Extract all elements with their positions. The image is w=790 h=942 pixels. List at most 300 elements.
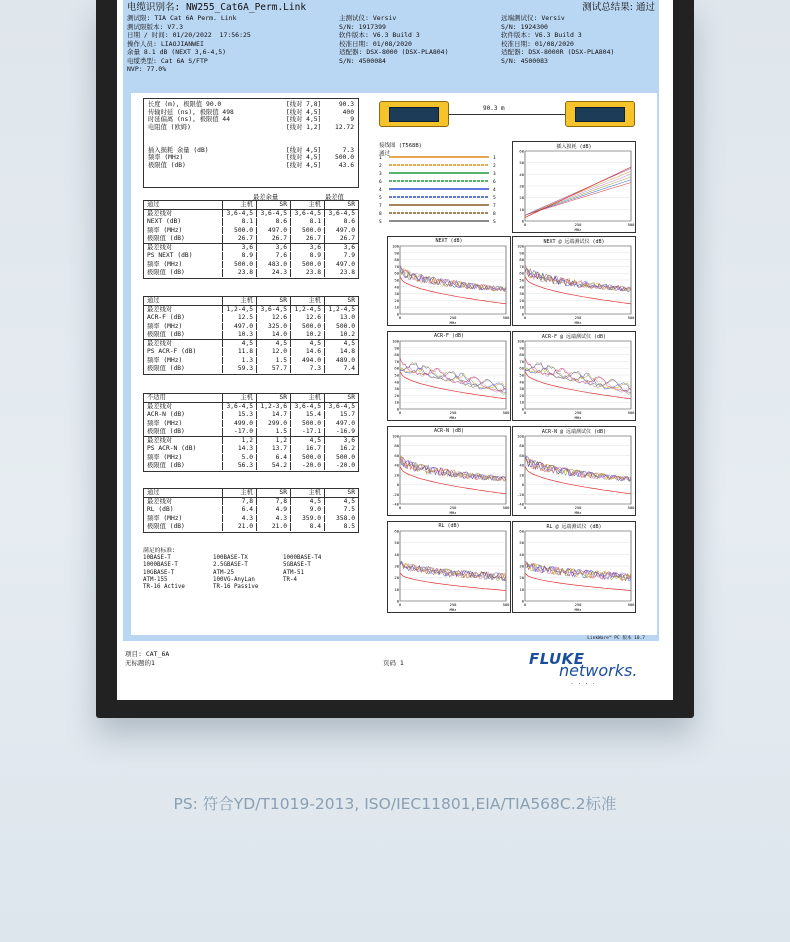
cell-value: 500.0 [222, 227, 256, 235]
header-line: S/N: 4500083 [501, 56, 548, 65]
x-axis-label: MHz [574, 227, 582, 232]
y-tick-label: 20 [519, 392, 524, 398]
header-line: 校准日期: 01/08/2020 [339, 39, 412, 48]
pin-label-right: 7 [493, 204, 496, 209]
y-tick-label: 80 [394, 352, 399, 358]
cell-value: 12.0 [256, 348, 290, 356]
summary-value: 400 [342, 108, 354, 116]
table-row [144, 323, 358, 332]
table-row [144, 235, 358, 244]
pin-label-left: 7 [379, 204, 382, 209]
cell-value: SR [324, 394, 358, 402]
cell-value: 500.0 [324, 454, 358, 462]
table-row [144, 411, 358, 420]
pin-label-left: 8 [379, 212, 382, 217]
cell-value: 3,6 [222, 244, 256, 252]
graph-title: NEXT (dB) [435, 238, 463, 244]
y-tick-label: 50 [394, 540, 399, 546]
y-tick-label: 10 [394, 399, 399, 405]
y-tick-label: 100 [517, 338, 524, 344]
y-tick-label: 90 [394, 345, 399, 351]
cell-value: 7.4 [324, 365, 358, 373]
summary-label [148, 131, 286, 139]
header-line: 适配器: DSX-8000R (DSX-PLA804) [501, 48, 615, 56]
cell-value: 4.3 [256, 515, 290, 523]
y-tick-label: 100 [392, 433, 399, 439]
y-tick-label: 100 [517, 243, 524, 249]
cell-value: 3,6-4,5 [290, 403, 324, 411]
cell-value: 3,6-4,5 [256, 210, 290, 218]
x-tick-label: 500 [502, 410, 510, 415]
cell-value: 489.0 [324, 357, 358, 365]
graph-acrn-r [512, 426, 636, 516]
y-tick-label: 0 [521, 311, 524, 317]
x-tick-label: 0 [398, 505, 402, 510]
standard-item: 5GBASE-T [283, 562, 311, 569]
pin-label-right: 6 [493, 180, 496, 185]
cell-value: 主机 [290, 489, 324, 497]
summary-label: 时延偏离 (ns), 极限值 44 [148, 116, 230, 124]
header-line: 主测试仪: Versiv [339, 14, 397, 22]
header-line: 余量 8.1 dB (NEXT 3,6-4,5) [127, 48, 227, 56]
x-axis-label: MHz [449, 510, 457, 515]
cell-value: 4,5 [324, 340, 358, 348]
cell-value: 3,6 [256, 244, 290, 252]
summary-row [148, 101, 354, 109]
report-sheet [117, 0, 673, 700]
y-tick-label: 20 [519, 195, 524, 201]
cell-value: 54.2 [256, 462, 290, 470]
header-line: S/N: 4500084 [339, 56, 386, 65]
y-tick-label: 20 [394, 392, 399, 398]
cell-value: 21.0 [222, 523, 256, 531]
standard-item: ATM-155 [143, 576, 168, 583]
page-number: 页码 1 [383, 659, 404, 667]
pair-curve [400, 562, 506, 579]
table-row [144, 331, 358, 340]
y-tick-label: 40 [394, 379, 399, 385]
y-tick-label: 0 [396, 598, 399, 604]
x-tick-label: 0 [398, 602, 402, 607]
y-tick-label: 90 [519, 345, 524, 351]
cell-value: SR [256, 201, 290, 209]
pair-curve [400, 366, 506, 388]
standard-item: 2.5GBASE-T [213, 562, 248, 569]
pair-curve [400, 266, 506, 292]
y-tick-label: 10 [519, 304, 524, 310]
summary-row [148, 162, 354, 170]
table-row [144, 445, 358, 454]
y-tick-label: 10 [519, 206, 524, 212]
cell-value: 23.8 [222, 269, 256, 277]
y-tick-label: 70 [519, 263, 524, 269]
x-tick-label: 0 [523, 410, 527, 415]
x-tick-label: 0 [398, 315, 402, 320]
header-line: 校准日期: 01/08/2020 [501, 39, 574, 48]
cell-value: 14.6 [290, 348, 324, 356]
standards-title: 满足的标准: [143, 548, 176, 554]
link-line [449, 114, 565, 115]
table-row [144, 420, 358, 429]
row-label: 最差线对 [147, 497, 173, 505]
y-tick-label: 0 [396, 406, 399, 412]
cell-value: 15.4 [290, 411, 324, 419]
row-label: ACR-N (dB) [147, 411, 185, 418]
y-tick-label: 50 [394, 372, 399, 378]
standard-item: 100VG-AnyLan [213, 576, 255, 583]
x-tick-label: 250 [574, 410, 582, 415]
header-col-remote-unit [501, 14, 651, 74]
cell-value: 500.0 [290, 261, 324, 269]
graph-next [387, 236, 511, 326]
table-row [144, 454, 358, 463]
row-label: 最差线对 [147, 305, 173, 313]
cell-value: 7.6 [256, 252, 290, 260]
pin-label-left: 5 [379, 196, 382, 201]
header-line: 软件版本: V6.3 Build 3 [501, 31, 582, 39]
pair-curve [525, 365, 631, 390]
graph-title: ACR-F @ 远端测试仪 (dB) [541, 334, 607, 340]
standard-item: 10BASE-T [143, 555, 171, 562]
cell-value: -20.0 [324, 462, 358, 470]
cell-value: 494.0 [290, 357, 324, 365]
y-tick-label: 10 [519, 399, 524, 405]
cell-value: 8.9 [222, 252, 256, 260]
cell-value: 3,6 [290, 244, 324, 252]
x-axis-label: MHz [574, 510, 582, 515]
x-tick-label: 500 [627, 222, 635, 227]
standard-item: 10GBASE-T [143, 569, 175, 576]
cell-value: 3,6-4,5 [324, 403, 358, 411]
cell-value: 1,2 [256, 437, 290, 445]
y-tick-label: 10 [519, 586, 524, 592]
cell-value: 8.6 [324, 218, 358, 226]
header-col-test [127, 14, 339, 74]
cell-value: 10.3 [222, 331, 256, 339]
summary-row [148, 131, 354, 139]
pair-curve [400, 269, 506, 292]
graph-title: ACR-N @ 远端测试仪 (dB) [541, 429, 607, 435]
y-tick-label: 30 [519, 183, 524, 189]
header-line: 远端测试仪: Versiv [501, 14, 565, 22]
standard-item: ATM-25 [213, 569, 234, 576]
cell-value: 14.7 [256, 411, 290, 419]
graph-il [512, 141, 636, 233]
y-tick-label: 90 [394, 250, 399, 256]
cell-value: 358.0 [324, 515, 358, 523]
table-row [144, 314, 358, 323]
row-label: PS NEXT (dB) [147, 252, 193, 259]
summary-label: 长度 (m), 极限值 90.0 [148, 101, 222, 108]
pin-label-left: 3 [379, 172, 382, 177]
cell-value: 11.8 [222, 348, 256, 356]
y-tick-label: 40 [394, 551, 399, 557]
limit-curve [525, 372, 631, 399]
y-tick-label: 60 [394, 270, 399, 276]
row-label: 频率 (MHz) [147, 419, 183, 427]
y-tick-label: 60 [394, 528, 399, 534]
cell-value: 7,8 [256, 498, 290, 506]
standard-item: ATM-51 [283, 569, 304, 576]
margin-table [143, 488, 359, 533]
standard-item: TR-16 Active [143, 584, 185, 591]
cell-value: 16.2 [324, 445, 358, 453]
summary-value: 90.3 [338, 101, 354, 108]
y-tick-label: 40 [519, 551, 524, 557]
summary-pair: [线对 4,5] [286, 154, 322, 162]
cell-value: SR [324, 489, 358, 497]
y-tick-label: -20 [517, 491, 524, 497]
results-panel [131, 93, 657, 635]
cell-value: 8.4 [290, 523, 324, 531]
cell-value: 26.7 [256, 235, 290, 243]
cell-value: 23.8 [290, 269, 324, 277]
cell-value: 10.2 [290, 331, 324, 339]
y-tick-label: 70 [519, 358, 524, 364]
row-label: 通过 [147, 201, 160, 208]
cell-value: SR [324, 201, 358, 209]
standard-item: 100BASE-TX [213, 555, 248, 562]
summary-label [148, 139, 286, 147]
row-label: 最差线对 [147, 243, 173, 251]
cell-value: 4,5 [290, 437, 324, 445]
y-tick-label: 30 [519, 386, 524, 392]
pair-curve [525, 564, 631, 581]
y-tick-label: 60 [519, 452, 524, 458]
limit-curve [525, 573, 631, 591]
table-row [144, 437, 358, 446]
cell-value: SR [256, 489, 290, 497]
graph-title: RL @ 远端测试仪 (dB) [546, 524, 602, 530]
pin-label-right: 8 [493, 212, 496, 217]
wiremap [379, 141, 501, 225]
y-tick-label: 40 [394, 284, 399, 290]
y-tick-label: 30 [394, 291, 399, 297]
cell-value: 4,5 [290, 340, 324, 348]
summary-pair: [线对 4,5] [286, 116, 322, 124]
graph-next-r [512, 236, 636, 326]
row-label: 频率 (MHz) [147, 453, 183, 461]
main-tester-image [379, 101, 449, 127]
worst-margin-title: 最差余量 [253, 194, 279, 201]
pin-label-left: 1 [379, 156, 382, 161]
header-col-main-unit [339, 14, 501, 74]
pin-label-left: 2 [379, 164, 382, 169]
pin-label-left: 4 [379, 188, 382, 193]
y-tick-label: 90 [519, 250, 524, 256]
report-header [123, 0, 659, 88]
standard-item: TR-16 Passive [213, 584, 259, 591]
x-tick-label: 500 [502, 315, 510, 320]
summary-label: 插入损耗 余量 (dB) [148, 146, 209, 154]
table-row [144, 227, 358, 236]
cell-value: 4,5 [290, 498, 324, 506]
table-row [144, 306, 358, 315]
summary-box [143, 98, 359, 188]
cell-value: 3,6-4,5 [222, 403, 256, 411]
row-label: 通过 [147, 489, 160, 496]
cell-value: 8.1 [290, 218, 324, 226]
cell-value: -17.1 [290, 428, 324, 436]
header-line: S/N: 1924300 [501, 22, 548, 31]
table-row [144, 523, 358, 532]
pair-curve [525, 366, 631, 388]
standards-caption: PS: 符合YD/T1019-2013, ISO/IEC11801,EIA/TIA568C.2标准 [173, 795, 617, 813]
cell-value: 15.7 [324, 411, 358, 419]
cell-value: 1,2-4,5 [324, 306, 358, 314]
cell-value: 8.5 [324, 523, 358, 531]
y-tick-label: 60 [394, 452, 399, 458]
row-label: 频率 (MHz) [147, 356, 183, 364]
y-tick-label: 80 [394, 257, 399, 263]
cell-value: 500.0 [290, 454, 324, 462]
cell-value: 497.0 [222, 323, 256, 331]
row-label: 极限值 (dB) [147, 462, 185, 469]
x-tick-label: 500 [502, 505, 510, 510]
pin-label-right: S [493, 220, 496, 225]
row-label: 频率 (MHz) [147, 260, 183, 268]
y-tick-label: 70 [394, 263, 399, 269]
summary-value: 7.3 [342, 146, 354, 154]
cell-value: 1.3 [222, 357, 256, 365]
cell-value: 主机 [222, 394, 256, 402]
summary-row [148, 124, 354, 132]
row-label: 频率 (MHz) [147, 322, 183, 330]
cell-value: 3,6-4,5 [290, 210, 324, 218]
cell-value: SR [256, 297, 290, 305]
cell-value: SR [324, 297, 358, 305]
x-tick-label: 500 [627, 505, 635, 510]
software-version: LinkWare™ PC 版本 10.7 [587, 636, 645, 641]
cell-value: 3,6-4,5 [324, 210, 358, 218]
table-row [144, 201, 358, 210]
cell-value: 7,8 [222, 498, 256, 506]
row-label: 最差线对 [147, 402, 173, 410]
cell-value: 8.9 [290, 252, 324, 260]
summary-row [148, 116, 354, 124]
y-tick-label: 30 [394, 386, 399, 392]
pin-label-left: S [379, 220, 382, 225]
pair-curve [525, 360, 631, 392]
summary-label: 传输时延 (ns), 极限值 498 [148, 108, 234, 116]
cell-value: 5.0 [222, 454, 256, 462]
cell-value: 1,2-4,5 [222, 306, 256, 314]
x-tick-label: 500 [627, 602, 635, 607]
y-tick-label: 50 [519, 277, 524, 283]
pin-label-right: 5 [493, 196, 496, 201]
row-label: ACR-F (dB) [147, 314, 185, 321]
cell-value: 8.1 [222, 218, 256, 226]
y-tick-label: 0 [396, 482, 399, 488]
cell-value: 21.0 [256, 523, 290, 531]
x-tick-label: 0 [523, 602, 527, 607]
cell-value: 4.3 [222, 515, 256, 523]
y-tick-label: 10 [394, 586, 399, 592]
summary-pair [286, 139, 334, 147]
cell-value: 主机 [222, 489, 256, 497]
cell-value: 3,6 [324, 244, 358, 252]
graph-title: ACR-F (dB) [433, 333, 465, 339]
x-axis-label: MHz [574, 607, 582, 612]
summary-pair: [线对 4,5] [286, 161, 322, 169]
x-axis-label: MHz [449, 415, 457, 420]
y-tick-label: -40 [392, 501, 399, 507]
summary-value: 43.6 [338, 161, 354, 169]
x-tick-label: 250 [449, 410, 457, 415]
y-tick-label: 40 [519, 379, 524, 385]
cell-value: 6.4 [256, 454, 290, 462]
limit-curve [525, 167, 631, 217]
graph-title: NEXT @ 远端测试仪 (dB) [543, 239, 605, 245]
graph-title: 插入损耗 (dB) [556, 144, 592, 150]
overall-result: 测试总结果: 通过 [582, 2, 655, 13]
row-label: 最差线对 [147, 436, 173, 444]
cell-value: 12.6 [290, 314, 324, 322]
row-label: 极限值 (dB) [147, 269, 185, 276]
summary-pair: [线对 4,5] [286, 146, 322, 154]
report-body [123, 88, 659, 641]
graph-rl-r [512, 521, 636, 613]
x-tick-label: 250 [574, 602, 582, 607]
y-tick-label: 20 [519, 297, 524, 303]
margin-table [143, 200, 359, 279]
table-row [144, 297, 358, 306]
cell-value: 1.5 [256, 428, 290, 436]
summary-label: 电阻值 (欧姆) [148, 123, 191, 131]
worst-value-title: 最差值 [325, 194, 344, 201]
x-axis-label: MHz [574, 415, 582, 420]
y-tick-label: 0 [396, 311, 399, 317]
row-label: 极限值 (dB) [147, 428, 185, 435]
cell-value: 4,5 [324, 498, 358, 506]
cell-value: 7.3 [290, 365, 324, 373]
table-row [144, 340, 358, 349]
cell-value: 500.0 [222, 261, 256, 269]
summary-value: 12.72 [335, 123, 354, 131]
graph-acrf-r [512, 331, 636, 421]
cell-value: 4,5 [222, 340, 256, 348]
row-label: 频率 (MHz) [147, 226, 183, 234]
pair-curve [525, 362, 631, 394]
table-row [144, 462, 358, 471]
table-row [144, 244, 358, 253]
y-tick-label: 20 [394, 297, 399, 303]
y-tick-label: 10 [394, 304, 399, 310]
x-tick-label: 250 [574, 222, 582, 227]
x-tick-label: 250 [449, 602, 457, 607]
y-tick-label: 80 [519, 257, 524, 263]
cell-value: 56.3 [222, 462, 256, 470]
cell-value: 26.7 [222, 235, 256, 243]
table-row [144, 210, 358, 219]
summary-label: 极限值 (dB) [148, 161, 186, 169]
summary-pair [286, 131, 334, 139]
pin-label-right: 3 [493, 172, 496, 177]
table-row [144, 506, 358, 515]
x-axis-label: MHz [574, 320, 582, 325]
y-tick-label: 40 [519, 462, 524, 468]
y-tick-label: 0 [521, 406, 524, 412]
pair-curve [400, 362, 506, 394]
project-name: 项目: CAT_6A [125, 650, 170, 658]
table-row [144, 269, 358, 278]
cell-value: SR [256, 394, 290, 402]
x-axis-label: MHz [449, 320, 457, 325]
table-row [144, 365, 358, 374]
y-tick-label: 40 [519, 171, 524, 177]
row-label: PS ACR-N (dB) [147, 445, 197, 452]
cell-value: 1.5 [256, 357, 290, 365]
